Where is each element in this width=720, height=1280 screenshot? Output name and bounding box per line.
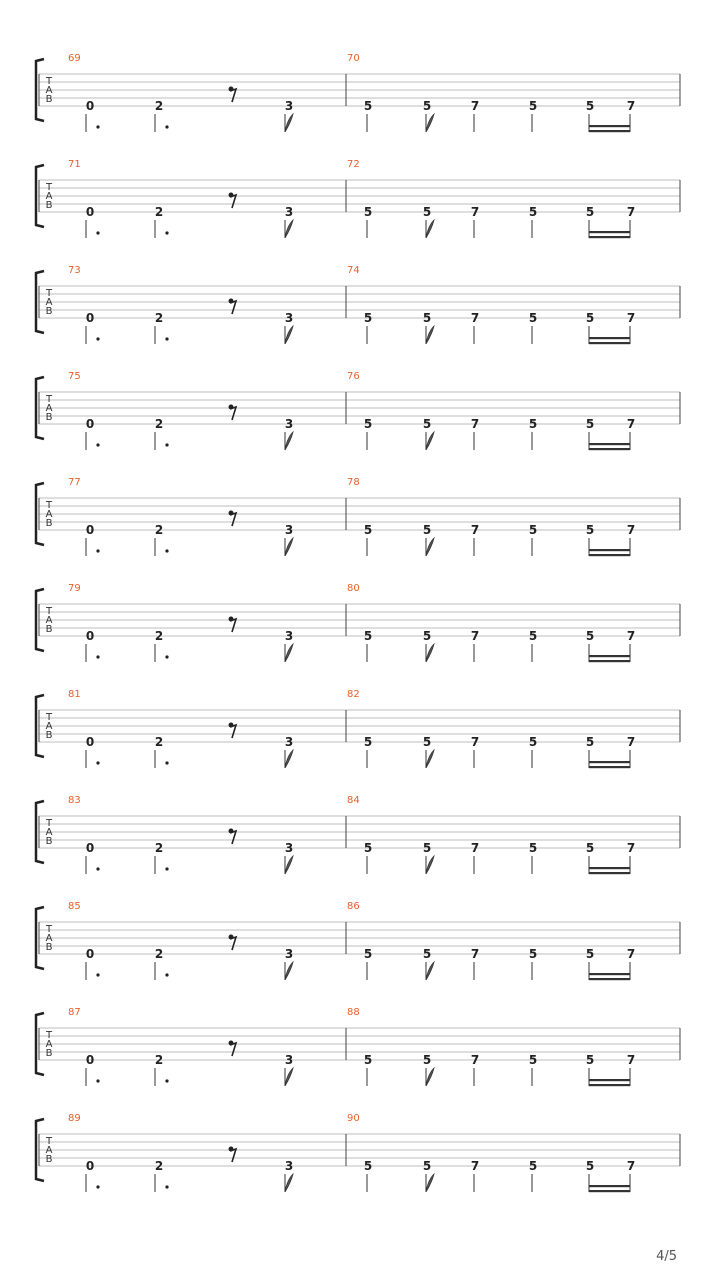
fret-number: 7 (626, 841, 636, 855)
eighth-rest (229, 829, 237, 845)
note-flag (285, 538, 293, 556)
beam (589, 549, 630, 551)
fret-number: 7 (470, 311, 480, 325)
fret-number: 5 (422, 947, 432, 961)
fret-number: 5 (422, 1159, 432, 1173)
fret-number: 5 (585, 1053, 595, 1067)
fret-number: 3 (284, 523, 294, 537)
tab-clef-letter: A (45, 191, 53, 202)
fret-number: 5 (363, 1159, 373, 1173)
tab-system (36, 1113, 680, 1192)
fret-number: 5 (585, 99, 595, 113)
note-flag (426, 962, 434, 980)
fret-number: 3 (284, 99, 294, 113)
note-flag (426, 220, 434, 238)
eighth-rest (229, 87, 237, 103)
dot (165, 655, 168, 658)
note-flag (426, 114, 434, 132)
dot (96, 655, 99, 658)
fret-number: 7 (470, 205, 480, 219)
measure-number: 90 (347, 1113, 360, 1124)
dot (165, 867, 168, 870)
fret-number: 5 (363, 311, 373, 325)
measure-number: 85 (68, 901, 81, 912)
fret-number: 0 (85, 205, 95, 219)
fret-number: 5 (528, 1159, 538, 1173)
measure-number: 81 (68, 689, 81, 700)
fret-number: 7 (626, 417, 636, 431)
eighth-rest-stem (230, 89, 236, 102)
fret-number: 0 (85, 735, 95, 749)
tab-clef-letter: B (45, 94, 53, 105)
eighth-rest (229, 193, 237, 209)
measure-number: 77 (68, 477, 81, 488)
measure-number: 74 (347, 265, 360, 276)
beam (589, 231, 630, 233)
fret-number: 7 (470, 523, 480, 537)
fret-number: 5 (528, 735, 538, 749)
fret-number: 5 (363, 947, 373, 961)
note-flag (285, 962, 293, 980)
fret-number: 5 (422, 841, 432, 855)
beam (589, 1190, 630, 1192)
beam (589, 978, 630, 980)
tab-clef-letter: A (45, 615, 53, 626)
fret-number: 7 (470, 629, 480, 643)
fret-number: 2 (154, 205, 164, 219)
measure-number: 70 (347, 53, 360, 64)
beam (589, 872, 630, 874)
note-flag (426, 644, 434, 662)
fret-number: 7 (470, 417, 480, 431)
fret-number: 7 (626, 523, 636, 537)
eighth-rest (229, 935, 237, 951)
fret-number: 7 (470, 1159, 480, 1173)
dot (165, 1079, 168, 1082)
measure-number: 72 (347, 159, 360, 170)
fret-number: 5 (363, 841, 373, 855)
beam (589, 761, 630, 763)
beam (589, 130, 630, 132)
fret-number: 5 (585, 311, 595, 325)
fret-number: 3 (284, 311, 294, 325)
fret-number: 5 (585, 841, 595, 855)
tab-system (36, 901, 680, 980)
fret-number: 5 (528, 417, 538, 431)
beam (589, 867, 630, 869)
tab-clef-letter: T (45, 1030, 53, 1041)
dot (165, 761, 168, 764)
fret-number: 5 (585, 947, 595, 961)
tab-clef-letter: A (45, 85, 53, 96)
dot (96, 549, 99, 552)
tab-clef-letter: T (45, 606, 53, 617)
tab-system (36, 371, 680, 450)
fret-number: 2 (154, 841, 164, 855)
beam (589, 337, 630, 339)
fret-number: 5 (528, 947, 538, 961)
tab-clef-letter: T (45, 76, 53, 87)
tab-clef-letter: A (45, 403, 53, 414)
fret-number: 5 (363, 629, 373, 643)
measure-number: 88 (347, 1007, 360, 1018)
note-flag (426, 1174, 434, 1192)
eighth-rest (229, 617, 237, 633)
fret-number: 7 (626, 735, 636, 749)
fret-number: 5 (363, 735, 373, 749)
tab-clef-letter: B (45, 412, 53, 423)
fret-number: 5 (585, 1159, 595, 1173)
tab-system (36, 1007, 680, 1086)
note-flag (285, 750, 293, 768)
note-flag (426, 750, 434, 768)
tab-clef-letter: A (45, 1039, 53, 1050)
eighth-rest-stem (230, 1149, 236, 1162)
eighth-rest (229, 1147, 237, 1163)
dot (96, 973, 99, 976)
tab-clef-letter: A (45, 827, 53, 838)
dot (96, 337, 99, 340)
tab-clef-letter: T (45, 712, 53, 723)
fret-number: 2 (154, 523, 164, 537)
measure-number: 71 (68, 159, 81, 170)
fret-number: 5 (422, 735, 432, 749)
beam (589, 766, 630, 768)
note-flag (285, 856, 293, 874)
fret-number: 3 (284, 1159, 294, 1173)
note-flag (285, 114, 293, 132)
tab-clef-letter: A (45, 933, 53, 944)
fret-number: 7 (626, 947, 636, 961)
beam (589, 973, 630, 975)
dot (96, 443, 99, 446)
note-flag (285, 1174, 293, 1192)
measure-number: 76 (347, 371, 360, 382)
tab-clef-letter: T (45, 394, 53, 405)
fret-number: 2 (154, 735, 164, 749)
dot (96, 867, 99, 870)
fret-number: 5 (528, 99, 538, 113)
fret-number: 5 (585, 523, 595, 537)
eighth-rest (229, 299, 237, 315)
dot (165, 231, 168, 234)
measure-number: 73 (68, 265, 81, 276)
tab-clef-letter: B (45, 518, 53, 529)
fret-number: 7 (470, 947, 480, 961)
fret-number: 5 (422, 311, 432, 325)
dot (165, 125, 168, 128)
dot (96, 1079, 99, 1082)
fret-number: 2 (154, 947, 164, 961)
note-flag (285, 432, 293, 450)
dot (165, 443, 168, 446)
note-flag (426, 1068, 434, 1086)
fret-number: 3 (284, 417, 294, 431)
fret-number: 2 (154, 417, 164, 431)
fret-number: 7 (470, 99, 480, 113)
beam (589, 1079, 630, 1081)
measure-number: 75 (68, 371, 81, 382)
tab-clef-letter: B (45, 1048, 53, 1059)
tab-system (36, 477, 680, 556)
tab-clef-letter: T (45, 288, 53, 299)
fret-number: 7 (626, 311, 636, 325)
note-flag (426, 538, 434, 556)
tab-clef-letter: T (45, 1136, 53, 1147)
tab-system (36, 159, 680, 238)
eighth-rest-stem (230, 513, 236, 526)
beam (589, 655, 630, 657)
fret-number: 0 (85, 1159, 95, 1173)
eighth-rest-stem (230, 195, 236, 208)
fret-number: 2 (154, 629, 164, 643)
eighth-rest (229, 723, 237, 739)
measure-number: 86 (347, 901, 360, 912)
fret-number: 2 (154, 311, 164, 325)
eighth-rest-stem (230, 831, 236, 844)
fret-number: 3 (284, 205, 294, 219)
dot (165, 973, 168, 976)
beam (589, 443, 630, 445)
measure-number: 69 (68, 53, 81, 64)
measure-number: 89 (68, 1113, 81, 1124)
fret-number: 2 (154, 1159, 164, 1173)
fret-number: 5 (422, 417, 432, 431)
tab-clef-letter: B (45, 730, 53, 741)
note-flag (426, 326, 434, 344)
eighth-rest-stem (230, 1043, 236, 1056)
fret-number: 7 (626, 1159, 636, 1173)
fret-number: 5 (422, 629, 432, 643)
fret-number: 5 (363, 99, 373, 113)
fret-number: 5 (363, 205, 373, 219)
dot (165, 337, 168, 340)
fret-number: 5 (422, 99, 432, 113)
fret-number: 3 (284, 841, 294, 855)
note-flag (285, 220, 293, 238)
measure-number: 84 (347, 795, 360, 806)
fret-number: 5 (422, 205, 432, 219)
page-number: 4/5 (656, 1249, 677, 1264)
beam (589, 660, 630, 662)
fret-number: 5 (585, 417, 595, 431)
fret-number: 0 (85, 523, 95, 537)
dot (96, 231, 99, 234)
fret-number: 3 (284, 1053, 294, 1067)
eighth-rest-stem (230, 937, 236, 950)
fret-number: 5 (363, 417, 373, 431)
beam (589, 236, 630, 238)
fret-number: 5 (363, 1053, 373, 1067)
tab-clef-letter: B (45, 200, 53, 211)
fret-number: 0 (85, 841, 95, 855)
fret-number: 7 (626, 205, 636, 219)
tab-system (36, 689, 680, 768)
fret-number: 7 (626, 99, 636, 113)
tab-clef-letter: B (45, 836, 53, 847)
measure-number: 80 (347, 583, 360, 594)
fret-number: 5 (363, 523, 373, 537)
tab-clef-letter: B (45, 1154, 53, 1165)
measure-number: 83 (68, 795, 81, 806)
fret-number: 5 (528, 841, 538, 855)
dot (96, 761, 99, 764)
fret-number: 2 (154, 1053, 164, 1067)
fret-number: 7 (626, 1053, 636, 1067)
measure-number: 87 (68, 1007, 81, 1018)
measure-number: 79 (68, 583, 81, 594)
tab-clef-letter: T (45, 500, 53, 511)
tab-clef-letter: A (45, 509, 53, 520)
tab-clef-letter: A (45, 297, 53, 308)
tab-clef-letter: T (45, 818, 53, 829)
tab-system (36, 265, 680, 344)
beam (589, 125, 630, 127)
fret-number: 0 (85, 947, 95, 961)
fret-number: 7 (470, 841, 480, 855)
fret-number: 7 (626, 629, 636, 643)
fret-number: 5 (528, 311, 538, 325)
fret-number: 5 (585, 629, 595, 643)
note-flag (285, 326, 293, 344)
tab-clef-letter: A (45, 721, 53, 732)
fret-number: 5 (528, 205, 538, 219)
fret-number: 2 (154, 99, 164, 113)
eighth-rest-stem (230, 725, 236, 738)
tab-clef-letter: A (45, 1145, 53, 1156)
measure-number: 82 (347, 689, 360, 700)
tab-clef-letter: B (45, 942, 53, 953)
note-flag (285, 1068, 293, 1086)
dot (165, 549, 168, 552)
fret-number: 0 (85, 311, 95, 325)
fret-number: 5 (528, 629, 538, 643)
beam (589, 448, 630, 450)
beam (589, 554, 630, 556)
fret-number: 3 (284, 735, 294, 749)
dot (96, 125, 99, 128)
eighth-rest (229, 1041, 237, 1057)
fret-number: 5 (528, 1053, 538, 1067)
fret-number: 5 (585, 205, 595, 219)
tab-system (36, 795, 680, 874)
beam (589, 1084, 630, 1086)
fret-number: 5 (422, 1053, 432, 1067)
fret-number: 0 (85, 1053, 95, 1067)
tab-system (36, 53, 680, 132)
fret-number: 5 (528, 523, 538, 537)
eighth-rest (229, 511, 237, 527)
fret-number: 5 (422, 523, 432, 537)
tab-clef-letter: B (45, 624, 53, 635)
fret-number: 0 (85, 629, 95, 643)
note-flag (426, 856, 434, 874)
beam (589, 342, 630, 344)
measure-number: 78 (347, 477, 360, 488)
note-flag (426, 432, 434, 450)
note-flag (285, 644, 293, 662)
dot (96, 1185, 99, 1188)
tab-clef-letter: B (45, 306, 53, 317)
eighth-rest (229, 405, 237, 421)
fret-number: 0 (85, 99, 95, 113)
eighth-rest-stem (230, 301, 236, 314)
fret-number: 0 (85, 417, 95, 431)
beam (589, 1185, 630, 1187)
fret-number: 7 (470, 735, 480, 749)
tab-clef-letter: T (45, 924, 53, 935)
eighth-rest-stem (230, 619, 236, 632)
fret-number: 7 (470, 1053, 480, 1067)
eighth-rest-stem (230, 407, 236, 420)
tab-system (36, 583, 680, 662)
dot (165, 1185, 168, 1188)
fret-number: 3 (284, 629, 294, 643)
tab-clef-letter: T (45, 182, 53, 193)
fret-number: 5 (585, 735, 595, 749)
fret-number: 3 (284, 947, 294, 961)
